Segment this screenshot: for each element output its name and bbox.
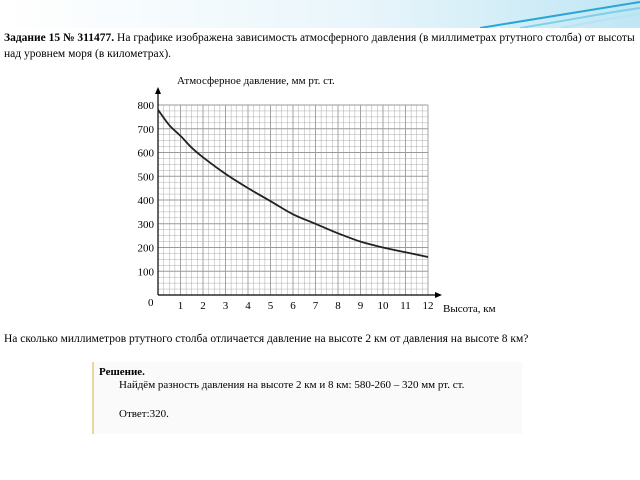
chart-grid — [158, 105, 428, 295]
x-tick-label: 6 — [290, 300, 296, 312]
y-tick-label: 600 — [137, 147, 154, 160]
x-tick-label: 10 — [377, 300, 389, 312]
x-tick-label: 7 — [312, 300, 319, 312]
task-number: Задание 15 № 311477. — [4, 32, 115, 44]
y-tick-label: 300 — [137, 218, 154, 231]
y-tick-label: 400 — [137, 195, 154, 207]
y-tick-label: 100 — [137, 266, 154, 279]
solution-answer: Ответ:320. — [119, 408, 169, 420]
x-tick-label: 4 — [245, 300, 251, 312]
solution-box — [92, 362, 522, 434]
x-tick-label: 3 — [222, 300, 229, 312]
task-statement — [4, 30, 636, 62]
y-tick-label: 700 — [137, 123, 154, 136]
y-axis-label: Атмосферное давление, мм рт. ст. — [177, 75, 335, 87]
x-tick-label: 2 — [200, 300, 206, 312]
x-tick-label: 9 — [357, 300, 364, 312]
solution-step: Найдём разность давления на высоте 2 км и 8 км: 580-260 – 320 мм рт. ст. — [119, 379, 465, 391]
x-tick-label: 11 — [400, 300, 411, 312]
x-tick-label: 12 — [422, 300, 434, 312]
y-axis-arrow — [155, 87, 161, 94]
origin-label: 0 — [148, 297, 154, 309]
y-tick-label: 800 — [137, 100, 154, 112]
solution-title: Решение. — [99, 366, 145, 378]
x-tick-label: 1 — [177, 300, 184, 312]
x-axis-arrow — [435, 292, 442, 298]
question-text: На сколько миллиметров ртутного столба отличается давление на высоте 2 км от давления на высоте 8 км? — [4, 333, 529, 345]
pressure-altitude-chart — [0, 72, 640, 330]
header-banner — [0, 0, 640, 28]
y-tick-label: 200 — [137, 242, 154, 255]
x-axis-label: Высота, км — [443, 303, 496, 315]
x-tick-label: 5 — [267, 300, 274, 312]
x-tick-label: 8 — [335, 300, 341, 312]
task-text: На графике изображена зависимость атмосферного давления (в миллиметрах ртутного столба) от высоты над уровнем моря (в километрах). — [4, 32, 635, 60]
y-tick-label: 500 — [137, 171, 154, 184]
